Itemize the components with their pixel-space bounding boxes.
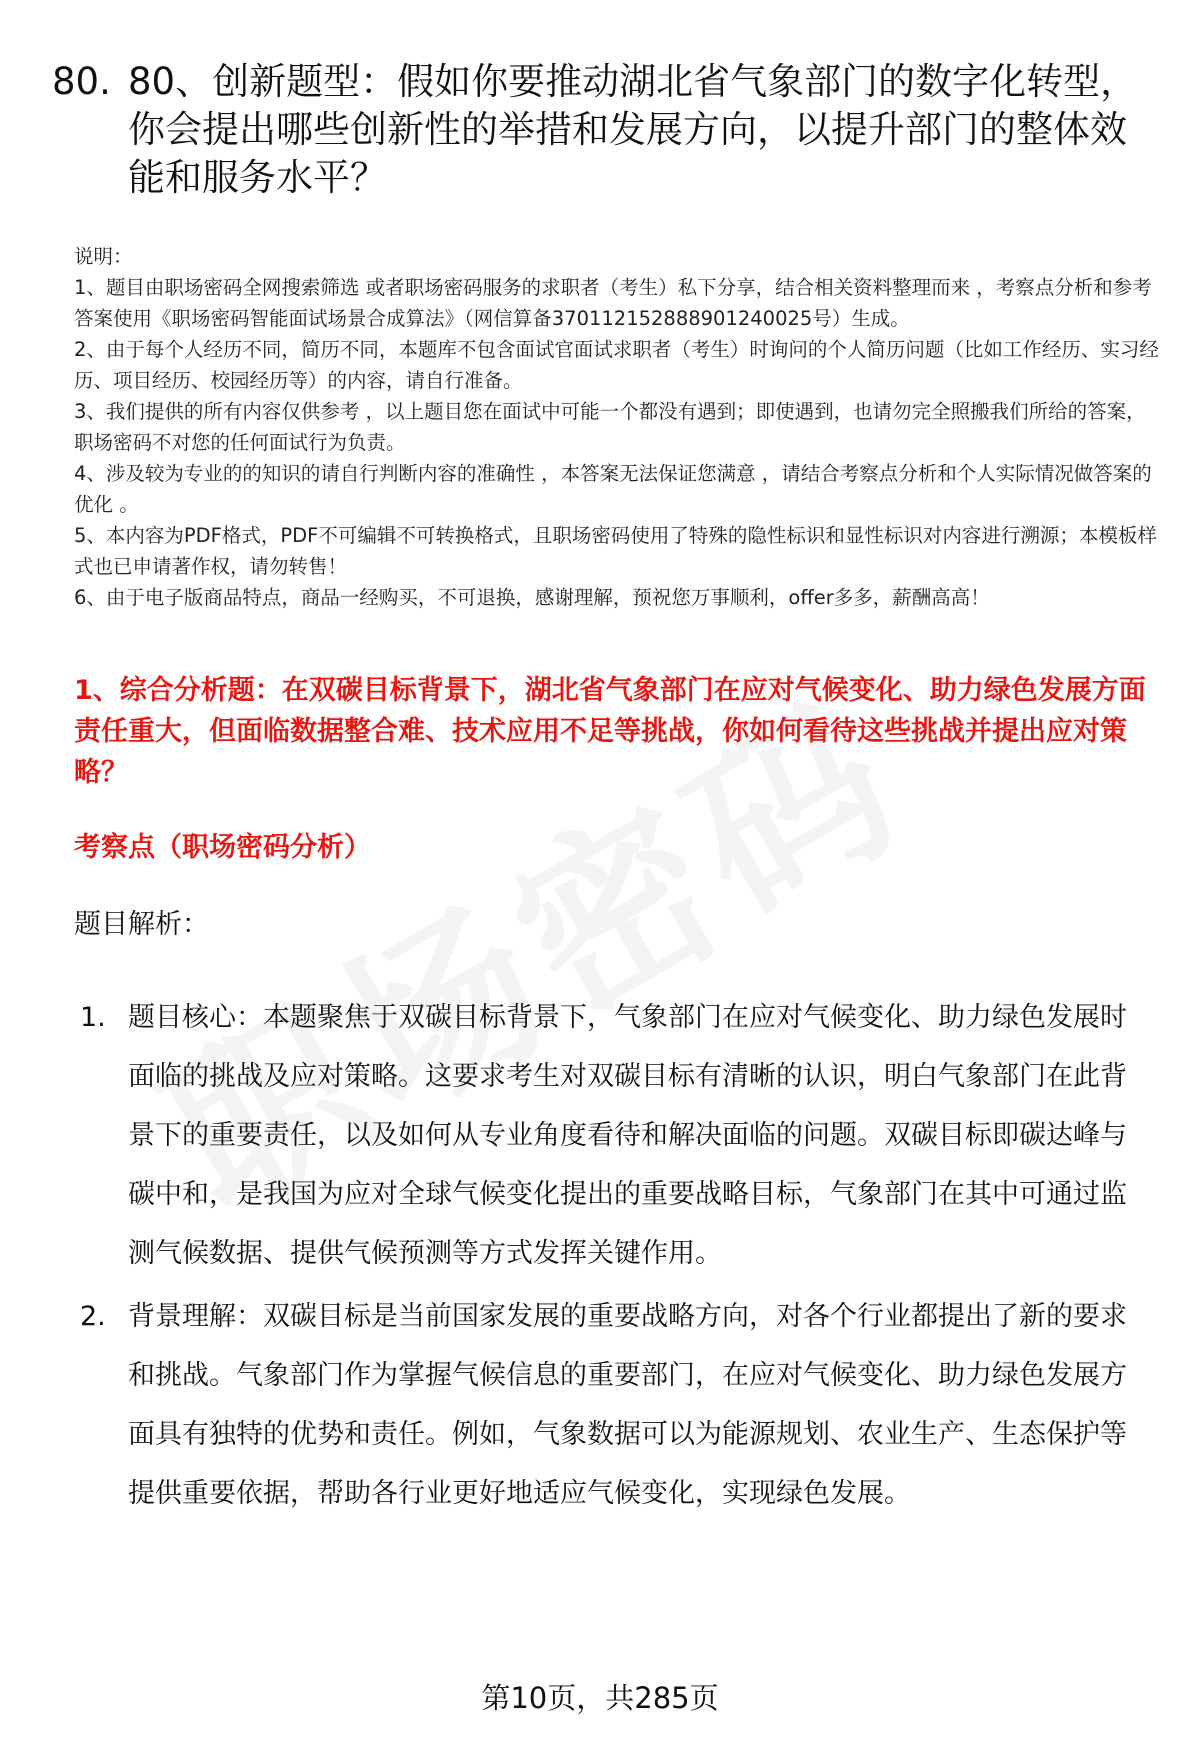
analysis-point [80, 988, 1150, 1283]
question-text: 80、创新题型：假如你要推动湖北省气象部门的数字化转型，你会提出哪些创新性的举措和发展方向，以提升部门的整体效能和服务水平？ [128, 60, 1138, 199]
note-item: 6、由于电子版商品特点，商品一经购买，不可退换，感谢理解，预祝您万事顺利，offer多多，薪酬高高！ [74, 586, 990, 609]
note-item: 4、涉及较为专业的的知识的请自行判断内容的准确性 ，本答案无法保证您满意 ，请结合考察点分析和个人实际情况做答案的优化 。 [74, 462, 1152, 516]
notes-section [74, 241, 1159, 613]
analysis-point [80, 1287, 1150, 1523]
analysis-points [80, 988, 1150, 1523]
point-number: 1. [80, 1002, 106, 1033]
page-footer: 第10页，共285页 [481, 1681, 719, 1715]
note-item: 3、我们提供的所有内容仅供参考 ，以上题目您在面试中可能一个都没有遇到；即使遇到，也请勿完全照搬我们所给的答案，职场密码不对您的任何面试行为负责。 [74, 400, 1146, 454]
point-text: 题目核心：本题聚焦于双碳目标背景下，气象部门在应对气候变化、助力绿色发展时面临的挑战及应对策略。这要求考生对双碳目标有清晰的认识，明白气象部门在此背景下的重要责任，以及如何从专业角度看待和解决面临的问题。双碳目标即碳达峰与碳中和，是我国为应对全球气候变化提出的重要战略目标，气象部门在其中可通过监测气候数据、提供气候预测等方式发挥关键作用。 [128, 1002, 1127, 1269]
point-number: 2. [80, 1301, 106, 1332]
note-item: 5、本内容为PDF格式，PDF不可编辑不可转换格式，且职场密码使用了特殊的隐性标识和显性标识对内容进行溯源；本模板样式也已申请著作权，请勿转售！ [74, 524, 1157, 578]
question-number: 80. [52, 60, 111, 103]
notes-heading: 说明： [74, 245, 133, 268]
kaochadian-heading: 考察点（职场密码分析） [74, 832, 371, 863]
point-text: 背景理解：双碳目标是当前国家发展的重要战略方向，对各个行业都提出了新的要求和挑战。气象部门作为掌握气候信息的重要部门，在应对气候变化、助力绿色发展方面具有独特的优势和责任。例如，气象数据可以为能源规划、农业生产、生态保护等提供重要依据，帮助各行业更好地适应气候变化，实现绿色发展。 [128, 1301, 1127, 1509]
sub-question-heading: 1、综合分析题：在双碳目标背景下，湖北省气象部门在应对气候变化、助力绿色发展方面责任重大，但面临数据整合难、技术应用不足等挑战，你如何看待这些挑战并提出应对策略？ [74, 675, 1146, 788]
analysis-heading: 题目解析： [74, 909, 209, 940]
question-title [52, 58, 1152, 202]
note-item: 1、题目由职场密码全网搜索筛选 或者职场密码服务的求职者（考生）私下分享，结合相关资料整理而来 ，考察点分析和参考答案使用《职场密码智能面试场景合成算法》（网信算备370112152888901240025号）生成。 [74, 276, 1152, 330]
note-item: 2、由于每个人经历不同，简历不同，本题库不包含面试官面试求职者（考生）时询问的个人简历问题（比如工作经历、实习经历、项目经历、校园经历等）的内容，请自行准备。 [74, 338, 1159, 392]
